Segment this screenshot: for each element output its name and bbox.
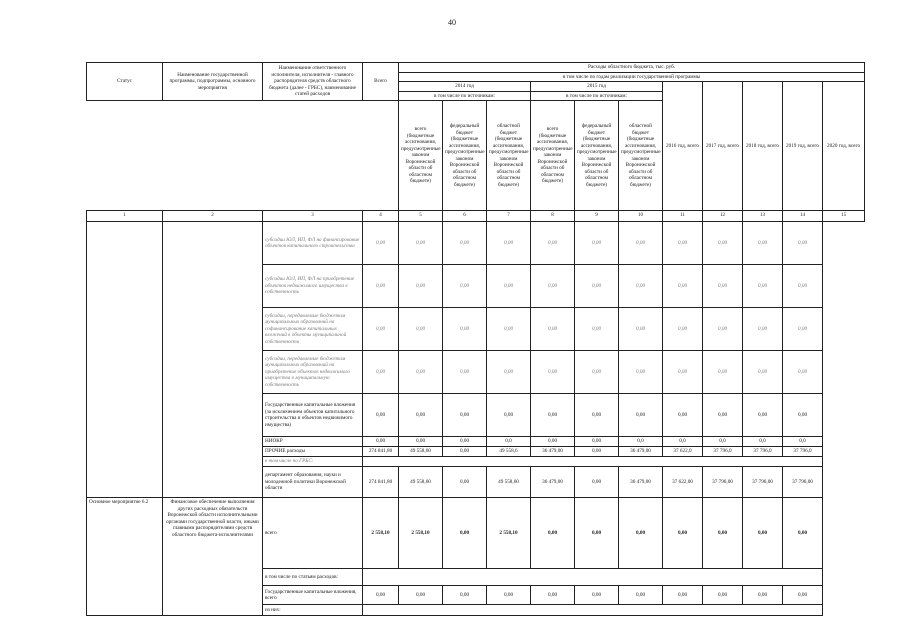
cell-value: 37 796,00 (743, 467, 783, 498)
cell-value: 0,00 (743, 586, 783, 605)
empty-cells (363, 457, 823, 467)
col-number: 5 (399, 211, 443, 222)
row-label: из них: (263, 605, 363, 616)
cell-value: 0,00 (663, 308, 703, 351)
cell-value: 0,00 (703, 394, 743, 437)
main-event-executor: всего (263, 498, 363, 569)
cell-value: 0,0 (783, 437, 823, 447)
cell-value: 0,00 (619, 308, 663, 351)
cell-value: 0,00 (619, 394, 663, 437)
cell-value: 0,00 (531, 586, 575, 605)
cell-value: 0,00 (663, 586, 703, 605)
col-number: 11 (663, 211, 703, 222)
cell-value: 0,00 (783, 308, 823, 351)
cell-value: 0,00 (487, 351, 531, 394)
cell-value: 0,00 (363, 586, 399, 605)
cell-value: 0,00 (363, 265, 399, 308)
row-label: субсидии, передаваемые бюджетам муниципальных образований на софинансирование капитальных вложений в объекты муниципальной собственности (263, 308, 363, 351)
col-number: 1 (87, 211, 163, 222)
cell-value: 0,00 (575, 467, 619, 498)
cell-value: 2 558,10 (363, 498, 399, 569)
main-event-row (87, 498, 865, 569)
cell-value: 36 479,00 (619, 447, 663, 457)
row-label: Государственные капитальные вложения (за исключением объектов капитального строительства и объектов недвижимого имущества) (263, 394, 363, 437)
cell-value: 0,00 (619, 586, 663, 605)
col-2019-header: 2019 год, всего (783, 82, 823, 211)
col-number: 13 (743, 211, 783, 222)
year-2014-header: 2014 год (399, 82, 531, 92)
src-federal-2014: федеральный бюджет (бюджетные ассигнования, предусмотренные законом Воронежской области об областном бюджете) (443, 101, 487, 211)
cell-value: 0,00 (703, 308, 743, 351)
src-regional-2015: областной бюджет (бюджетные ассигнования, предусмотренные законом Воронежской области об областном бюджете) (619, 101, 663, 211)
cell-value: 0,00 (531, 222, 575, 265)
row-label: ПРОЧИЕ расходы (263, 447, 363, 457)
cell-value: 0,00 (783, 265, 823, 308)
header-spacer (87, 101, 399, 211)
cell-value: 0,00 (363, 308, 399, 351)
col-2018-header: 2018 год, всего (743, 82, 783, 211)
cell-value: 0,00 (663, 265, 703, 308)
cell-value: 0,00 (575, 308, 619, 351)
row-label: НИОКР (263, 437, 363, 447)
cell-value: 0,00 (663, 351, 703, 394)
cell-value: 0,00 (443, 308, 487, 351)
page-number: 40 (448, 18, 456, 27)
cell-value: 0,00 (663, 498, 703, 569)
row-label: Государственные капитальные вложения, всего (263, 586, 363, 605)
col-number: 9 (575, 211, 619, 222)
col-number: 7 (487, 211, 531, 222)
year-2015-header: 2015 год (531, 82, 663, 92)
cell-value: 0,00 (743, 308, 783, 351)
empty-cells (363, 569, 823, 586)
by-sources-2015: в том числе по источникам: (531, 91, 663, 101)
cell-value: 0,00 (399, 586, 443, 605)
col-number: 3 (263, 211, 363, 222)
cell-value: 37 796,0 (783, 447, 823, 457)
cell-value: 0,00 (575, 222, 619, 265)
cell-value: 0,00 (663, 394, 703, 437)
col-program-header: Наименование государственной программы, подпрограммы, основного мероприятия (163, 63, 263, 101)
col-number: 4 (363, 211, 399, 222)
cell-value: 0,00 (363, 394, 399, 437)
cell-value: 0,00 (619, 351, 663, 394)
cell-value: 0,00 (443, 394, 487, 437)
cell-value: 0,00 (531, 308, 575, 351)
row-label: в том числе по ГРБС: (263, 457, 363, 467)
cell-value: 0,00 (743, 351, 783, 394)
cell-value: 0,00 (399, 437, 443, 447)
col-number: 6 (443, 211, 487, 222)
col-number: 10 (619, 211, 663, 222)
cell-value: 49 558,60 (487, 467, 531, 498)
src-all-2014: всего (бюджетные ассигнования, предусмотренные законом Воронежской области об областном бюджете) (399, 101, 443, 211)
cell-value: 0,00 (619, 265, 663, 308)
col-number: 8 (531, 211, 575, 222)
cell-value: 2 558,10 (399, 498, 443, 569)
cell-value: 49 558,60 (399, 467, 443, 498)
cell-value: 0,00 (575, 447, 619, 457)
by-sources-2014: в том числе по источникам: (399, 91, 531, 101)
cell-value: 0,00 (743, 265, 783, 308)
cell-value: 0,00 (399, 222, 443, 265)
cell-value: 36 479,00 (619, 467, 663, 498)
cell-value: 0,00 (531, 437, 575, 447)
cell-value: 37 796,0 (743, 447, 783, 457)
cell-value: 0,00 (399, 394, 443, 437)
cell-value: 274 841,80 (363, 447, 399, 457)
cell-value: 37 796,00 (703, 467, 743, 498)
cell-value: 0,00 (575, 498, 619, 569)
cell-value: 0,00 (443, 222, 487, 265)
cell-value: 0,00 (703, 351, 743, 394)
status-cell-empty (87, 222, 163, 498)
col-2016-header: 2016 год, всего (663, 82, 703, 211)
cell-value: 0,00 (743, 394, 783, 437)
cell-value: 0,00 (619, 222, 663, 265)
cell-value: 2 558,10 (487, 498, 531, 569)
cell-value: 49 558,6 (487, 447, 531, 457)
cell-value: 0,00 (531, 351, 575, 394)
cell-value: 0,00 (399, 351, 443, 394)
cell-value: 0,00 (663, 222, 703, 265)
cell-value: 0,00 (575, 437, 619, 447)
col-2020-header: 2020 год, всего (823, 82, 865, 211)
budget-table (86, 62, 865, 616)
cell-value: 0,00 (487, 586, 531, 605)
col-2017-header: 2017 год, всего (703, 82, 743, 211)
row-label: субсидии ЮЛ, ИП, ФЛ на финансирование объектов капитального строительства (263, 222, 363, 265)
row-label: департамент образования, науки и молодежной политики Воронежской области (263, 467, 363, 498)
cell-value: 0,0 (663, 437, 703, 447)
row-label: субсидии, передаваемые бюджетам муниципальных образований на приобретение объектов недвижимого имущества в муниципальную собственность (263, 351, 363, 394)
cell-value: 0,00 (363, 222, 399, 265)
col-total-header: Всего (363, 63, 399, 101)
cell-value: 0,0 (487, 437, 531, 447)
cell-value: 0,00 (487, 394, 531, 437)
row-label: субсидии ЮЛ, ИП, ФЛ на приобретение объектов недвижимого имущества в собственность (263, 265, 363, 308)
cell-value: 49 558,60 (399, 447, 443, 457)
col-number: 14 (783, 211, 823, 222)
cell-value: 0,00 (703, 265, 743, 308)
cell-value: 37 796,00 (783, 467, 823, 498)
cell-value: 0,00 (443, 586, 487, 605)
cell-value: 0,00 (531, 394, 575, 437)
cell-value: 0,00 (487, 222, 531, 265)
main-event-status: Основное мероприятие 6.2 (87, 498, 163, 616)
src-all-2015: всего (бюджетные ассигнования, предусмотренные законом Воронежской области об областном бюджете) (531, 101, 575, 211)
cell-value: 37 622,0 (663, 447, 703, 457)
cell-value: 0,00 (443, 447, 487, 457)
cell-value: 0,00 (531, 498, 575, 569)
cell-value: 0,00 (487, 265, 531, 308)
cell-value: 0,0 (743, 437, 783, 447)
cell-value: 0,0 (619, 437, 663, 447)
cell-value: 0,00 (575, 351, 619, 394)
cell-value: 0,00 (743, 222, 783, 265)
cell-value: 0,00 (363, 437, 399, 447)
cell-value: 0,00 (575, 586, 619, 605)
cell-value: 0,00 (703, 222, 743, 265)
cell-value: 0,00 (575, 265, 619, 308)
cell-value: 0,00 (783, 498, 823, 569)
col-number: 12 (703, 211, 743, 222)
cell-value: 274 841,80 (363, 467, 399, 498)
cell-value: 0,00 (703, 586, 743, 605)
cell-value: 0,00 (399, 308, 443, 351)
cell-value: 0,00 (443, 351, 487, 394)
cell-value: 0,00 (399, 265, 443, 308)
program-cell-empty (163, 222, 263, 498)
cell-value: 37 622,00 (663, 467, 703, 498)
col-number: 15 (823, 211, 865, 222)
cell-value: 0,0 (703, 437, 743, 447)
cell-value: 0,00 (703, 498, 743, 569)
cell-value: 36 479,00 (531, 447, 575, 457)
src-regional-2014: областной бюджет (бюджетные ассигнования, предусмотренные законом Воронежской области об областном бюджете) (487, 101, 531, 211)
cell-value: 0,00 (487, 308, 531, 351)
column-numbers-row (87, 211, 865, 222)
cell-value: 37 796,0 (703, 447, 743, 457)
cell-value: 0,00 (531, 265, 575, 308)
cell-value: 0,00 (619, 498, 663, 569)
cell-value: 0,00 (783, 351, 823, 394)
row-label: в том числе по статьям расходов: (263, 569, 363, 586)
src-federal-2015: федеральный бюджет (бюджетные ассигнования, предусмотренные законом Воронежской области об областном бюджете) (575, 101, 619, 211)
cell-value: 0,00 (575, 394, 619, 437)
cell-value: 0,00 (743, 498, 783, 569)
cell-value: 0,00 (783, 394, 823, 437)
col-executor-header: Наименование ответственного исполнителя, исполнителя - главного распорядителя средств областного бюджета (далее - ГРБС), наименование статей расходов (263, 63, 363, 101)
col-number: 2 (163, 211, 263, 222)
cell-value: 0,00 (443, 467, 487, 498)
main-event-name: Финансовое обеспечение выполнения других расходных обязательств Воронежской области исполнительными органами государственной власти, иными главными распорядителями средств областного бюджета-исполнителями (163, 498, 263, 616)
table-row (87, 222, 865, 265)
cell-value: 0,00 (783, 586, 823, 605)
col-status-header: Статус (87, 63, 163, 101)
expenses-subtitle: в том числе по годам реализации государственной программы (399, 72, 865, 82)
empty-cells (363, 605, 823, 616)
cell-value: 36 479,00 (531, 467, 575, 498)
cell-value: 0,00 (783, 222, 823, 265)
cell-value: 0,00 (443, 437, 487, 447)
cell-value: 0,00 (443, 498, 487, 569)
expenses-title: Расходы областного бюджета, тыс. руб. (399, 63, 865, 73)
cell-value: 0,00 (363, 351, 399, 394)
cell-value: 0,00 (443, 265, 487, 308)
